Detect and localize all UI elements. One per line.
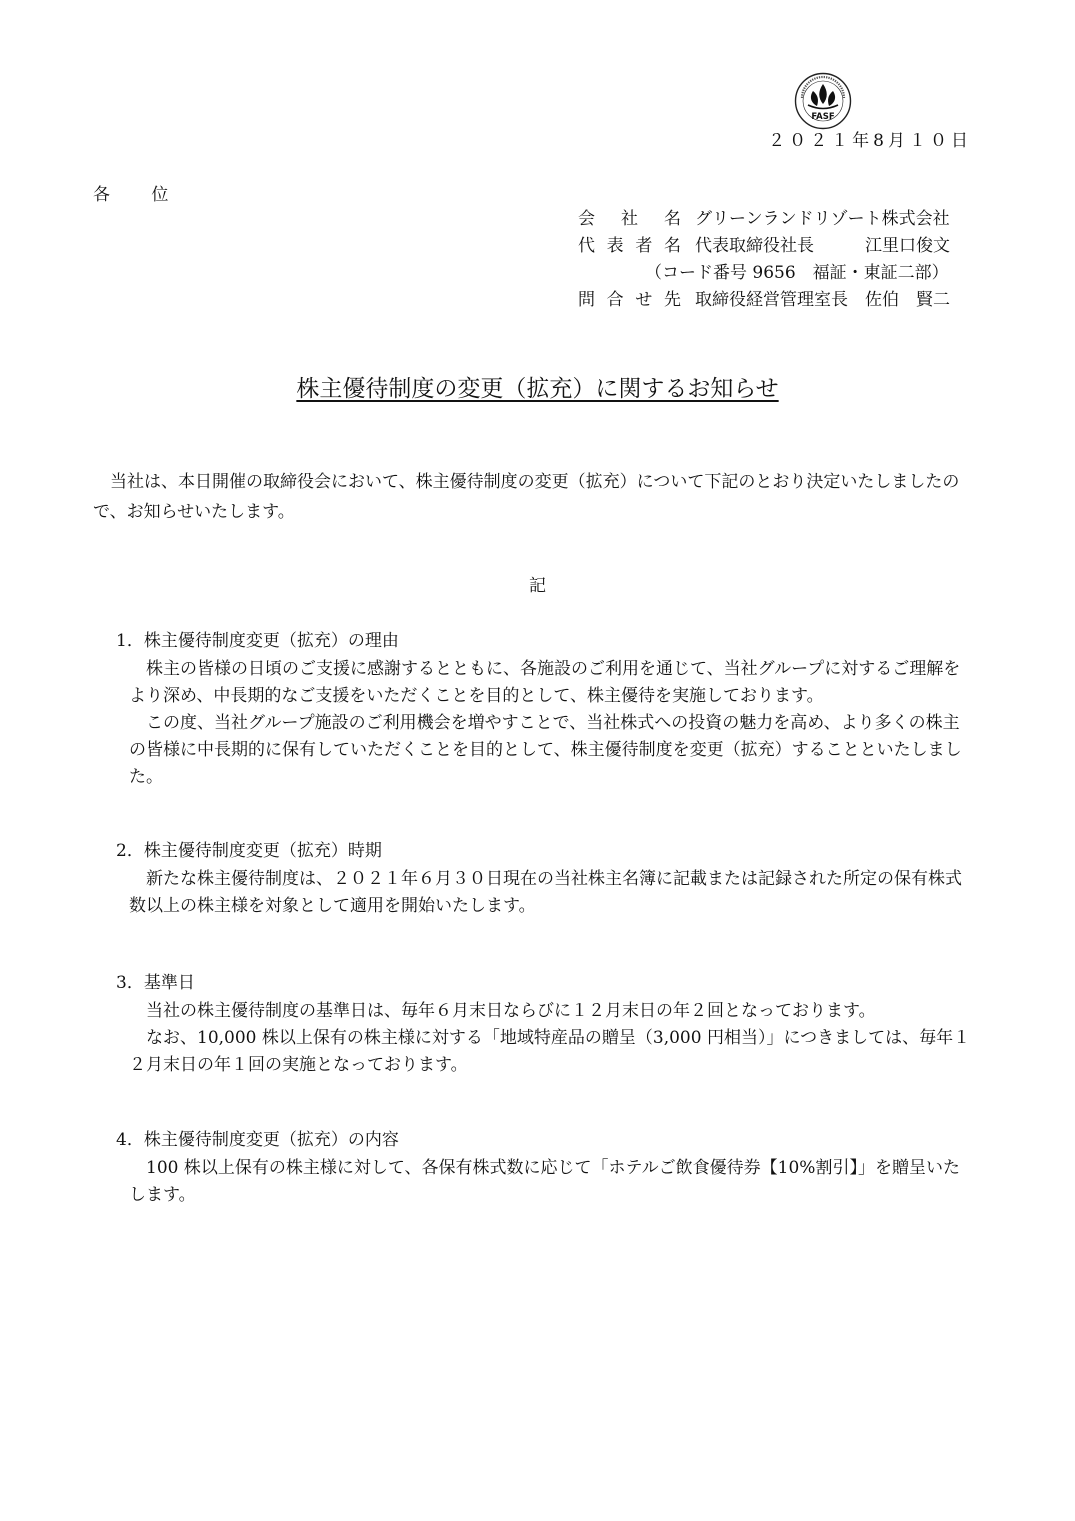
sender-contact-row: [578, 287, 950, 313]
section-3: [116, 968, 973, 1079]
sender-representative-row: [578, 233, 950, 259]
section-3-paragraph-2: なお、10,000 株以上保有の株主様に対する「地域特産品の贈呈（3,000 円相当）」につきましては、毎年１２月末日の年１回の実施となっております。: [129, 1028, 971, 1075]
section-2-heading: 2．株主優待制度変更（拡充）時期: [116, 841, 382, 861]
section-3-heading: 3．基準日: [116, 973, 195, 993]
addressee: 各 位: [93, 185, 169, 205]
sender-representative-label: 代表者名: [578, 236, 681, 256]
sender-representative-value: 代表取締役社長 江里口俊文: [695, 236, 950, 256]
section-1-paragraph-2: この度、当社グループ施設のご利用機会を増やすことで、当社株式への投資の魅力を高め、より多くの株主の皆様に中長期的に保有していただくことを目的として、株主優待制度を変更（拡充）することといたしました。: [129, 713, 962, 787]
section-4: [116, 1125, 973, 1209]
document-title-row: [0, 372, 1075, 406]
sender-company-value: グリーンランドリゾート株式会社: [695, 209, 950, 229]
sender-company-label: 会社名: [578, 209, 681, 229]
section-4-heading: 4．株主優待制度変更（拡充）の内容: [116, 1130, 399, 1150]
sender-company-row: [578, 206, 950, 232]
svg-text:FASF: FASF: [811, 112, 835, 122]
sender-code-value: （コード番号 9656 福証・東証二部）: [645, 263, 949, 283]
section-2: [116, 836, 973, 920]
sender-contact-label: 問合せ先: [578, 290, 681, 310]
section-4-paragraph-1: 100 株以上保有の株主様に対して、各保有株式数に応じて「ホテルご飲食優待券【10%割引】」を贈呈いたします。: [129, 1158, 960, 1205]
document-title: 株主優待制度の変更（拡充）に関するお知らせ: [296, 376, 779, 402]
fasf-seal-logo: [794, 72, 852, 130]
intro-paragraph: 当社は、本日開催の取締役会において、株主優待制度の変更（拡充）について下記のとおり決定いたしましたので、お知らせいたします。: [93, 472, 960, 522]
section-1: [116, 626, 973, 791]
issue-date: ２０２１年8月１０日: [768, 131, 972, 151]
sender-code-row: [578, 260, 949, 286]
section-2-paragraph-1: 新たな株主優待制度は、２０２１年６月３０日現在の当社株主名簿に記載または記録された所定の保有株式数以上の株主様を対象として適用を開始いたします。: [129, 869, 962, 916]
ki-marker: 記: [529, 576, 546, 596]
section-1-paragraph-1: 株主の皆様の日頃のご支援に感謝するとともに、各施設のご利用を通じて、当社グループに対するご理解をより深め、中長期的なご支援をいただくことを目的として、株主優待を実施しております。: [129, 659, 961, 706]
sender-contact-value: 取締役経営管理室長 佐伯 賢二: [695, 290, 950, 310]
section-3-paragraph-1: 当社の株主優待制度の基準日は、毎年６月末日ならびに１２月末日の年２回となっております。: [146, 1001, 876, 1021]
section-1-heading: 1．株主優待制度変更（拡充）の理由: [116, 631, 399, 651]
